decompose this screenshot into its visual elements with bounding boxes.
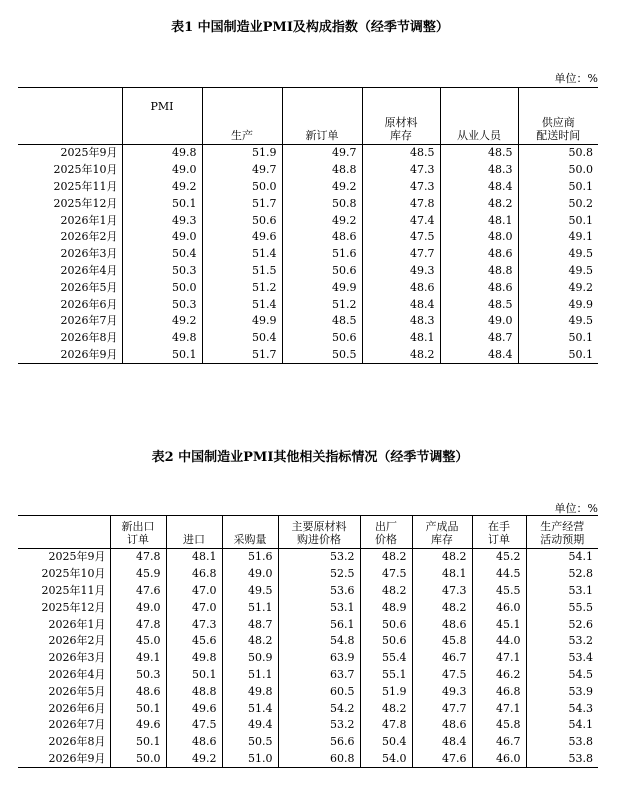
- table-cell: 51.7: [202, 195, 282, 212]
- table-cell: 47.3: [362, 162, 440, 179]
- table-cell: 51.4: [202, 246, 282, 263]
- table-cell: 51.1: [222, 599, 278, 616]
- header-period: [18, 516, 110, 549]
- row-period: 2026年4月: [18, 667, 110, 684]
- table-header-row: [18, 88, 598, 145]
- table-cell: 49.2: [122, 313, 202, 330]
- table-cell: 50.1: [568, 347, 593, 361]
- table2-unit: 单位：%: [554, 502, 598, 515]
- table-cell: 49.2: [122, 179, 202, 196]
- table-cell: 45.1: [472, 616, 526, 633]
- table-cell: 48.7: [440, 330, 518, 347]
- row-period: 2025年9月: [18, 549, 110, 566]
- table-cell: 48.9: [360, 599, 412, 616]
- table-cell: 48.1: [362, 330, 440, 347]
- table-cell: 47.8: [362, 195, 440, 212]
- pmi-composition-table: [18, 87, 598, 364]
- header-raw-material-inventory: 原材料 库存: [362, 88, 440, 145]
- row-period: 2025年12月: [18, 195, 122, 212]
- table-row: [18, 583, 598, 600]
- table-cell: 50.1: [122, 347, 202, 364]
- table-cell: 48.2: [412, 549, 472, 566]
- table1-unit: 单位：%: [554, 72, 598, 85]
- table-cell: 48.2: [360, 583, 412, 600]
- table-cell: 48.2: [362, 347, 440, 364]
- table-cell: 49.2: [282, 179, 362, 196]
- table-cell: 54.3: [568, 701, 593, 715]
- table-cell: 45.8: [412, 633, 472, 650]
- table-cell: 49.1: [568, 230, 593, 244]
- table-row: [18, 162, 598, 179]
- table-cell: 54.1: [568, 718, 593, 732]
- table-cell: 50.4: [202, 330, 282, 347]
- table-cell: 49.8: [122, 145, 202, 162]
- table-cell: 48.2: [360, 549, 412, 566]
- table-cell: 44.5: [472, 566, 526, 583]
- table-cell: 47.0: [166, 583, 222, 600]
- table-cell: 50.0: [110, 751, 166, 768]
- table-cell: 49.5: [222, 583, 278, 600]
- table-cell: 47.6: [412, 751, 472, 768]
- table-cell: 49.8: [122, 330, 202, 347]
- table-cell: 49.9: [202, 313, 282, 330]
- table-cell: 56.1: [278, 616, 360, 633]
- table-cell: 54.0: [360, 751, 412, 768]
- table-cell: 53.6: [278, 583, 360, 600]
- table-row: [18, 263, 598, 280]
- table-cell: 50.9: [222, 650, 278, 667]
- table-cell: 50.0: [202, 179, 282, 196]
- header-input-prices: 主要原材料 购进价格: [278, 516, 360, 549]
- header-production: 生产: [202, 88, 282, 145]
- table-cell: 50.6: [360, 633, 412, 650]
- table-cell: 47.7: [362, 246, 440, 263]
- table-cell: 48.1: [412, 566, 472, 583]
- table-cell: 47.7: [412, 700, 472, 717]
- row-period: 2026年3月: [18, 246, 122, 263]
- row-period: 2025年9月: [18, 145, 122, 162]
- table-cell: 49.6: [202, 229, 282, 246]
- table-cell: 48.2: [412, 599, 472, 616]
- table2-title: 表2 中国制造业PMI其他相关指标情况（经季节调整）: [151, 450, 469, 465]
- header-employment: 从业人员: [440, 88, 518, 145]
- header-backlog-orders: 在手 订单: [472, 516, 526, 549]
- table-cell: 52.5: [278, 566, 360, 583]
- table-cell: 49.3: [412, 683, 472, 700]
- table-cell: 54.8: [278, 633, 360, 650]
- row-period: 2026年6月: [18, 700, 110, 717]
- table-cell: 49.7: [282, 145, 362, 162]
- table-cell: 54.5: [568, 667, 593, 681]
- table-cell: 60.5: [278, 683, 360, 700]
- table-cell: 48.2: [440, 195, 518, 212]
- table-cell: 51.6: [222, 549, 278, 566]
- row-period: 2025年11月: [18, 583, 110, 600]
- header-imports: 进口: [166, 516, 222, 549]
- table-cell: 51.2: [282, 296, 362, 313]
- table-row: [18, 179, 598, 196]
- table-cell: 48.8: [282, 162, 362, 179]
- table-cell: 48.6: [412, 616, 472, 633]
- table-cell: 49.0: [122, 229, 202, 246]
- table-cell: 50.1: [122, 195, 202, 212]
- table-cell: 55.1: [360, 667, 412, 684]
- table-row: [18, 751, 598, 768]
- table-cell: 47.3: [362, 179, 440, 196]
- table-cell: 48.6: [282, 229, 362, 246]
- table-cell: 48.6: [440, 246, 518, 263]
- table-cell: 48.5: [440, 145, 518, 162]
- table-cell: 48.5: [362, 145, 440, 162]
- table-cell: 53.8: [568, 751, 593, 765]
- header-output-prices: 出厂 价格: [360, 516, 412, 549]
- table-cell: 46.0: [472, 751, 526, 768]
- table-cell: 49.2: [568, 280, 593, 294]
- header-purchase-quantity: 采购量: [222, 516, 278, 549]
- table-row: [18, 279, 598, 296]
- table-cell: 48.5: [282, 313, 362, 330]
- header-supplier-delivery-time: 供应商 配送时间: [518, 88, 598, 145]
- table-cell: 51.4: [222, 700, 278, 717]
- table-cell: 48.3: [440, 162, 518, 179]
- table-cell: 51.0: [222, 751, 278, 768]
- row-period: 2026年9月: [18, 751, 110, 768]
- table1-body: [18, 145, 598, 364]
- table-cell: 51.4: [202, 296, 282, 313]
- table-row: [18, 734, 598, 751]
- table-cell: 45.9: [110, 566, 166, 583]
- table-cell: 49.5: [568, 314, 593, 328]
- table-cell: 47.0: [166, 599, 222, 616]
- table1-title: 表1 中国制造业PMI及构成指数（经季节调整）: [171, 20, 449, 35]
- row-period: 2026年2月: [18, 633, 110, 650]
- table-cell: 53.2: [278, 717, 360, 734]
- table-cell: 49.2: [282, 212, 362, 229]
- table-cell: 55.4: [360, 650, 412, 667]
- table-cell: 50.1: [110, 734, 166, 751]
- table-cell: 50.4: [360, 734, 412, 751]
- table-cell: 50.1: [568, 179, 593, 193]
- table-cell: 53.4: [568, 651, 593, 665]
- table-cell: 63.9: [278, 650, 360, 667]
- table-row: [18, 633, 598, 650]
- row-period: 2026年1月: [18, 212, 122, 229]
- table-cell: 48.6: [166, 734, 222, 751]
- table-cell: 51.6: [282, 246, 362, 263]
- header-new-orders: 新订单: [282, 88, 362, 145]
- table-cell: 49.5: [568, 247, 593, 261]
- table-cell: 45.5: [472, 583, 526, 600]
- table-cell: 44.0: [472, 633, 526, 650]
- table-row: [18, 616, 598, 633]
- table-row: [18, 650, 598, 667]
- table-cell: 46.8: [472, 683, 526, 700]
- table-cell: 50.8: [568, 146, 593, 160]
- table-cell: 49.9: [282, 279, 362, 296]
- table-row: [18, 145, 598, 162]
- table-cell: 48.4: [412, 734, 472, 751]
- table-cell: 50.5: [222, 734, 278, 751]
- table-cell: 49.1: [110, 650, 166, 667]
- table-cell: 48.6: [440, 279, 518, 296]
- row-period: 2026年8月: [18, 330, 122, 347]
- row-period: 2026年4月: [18, 263, 122, 280]
- table-cell: 49.0: [222, 566, 278, 583]
- table-cell: 50.6: [282, 330, 362, 347]
- table-cell: 48.6: [362, 279, 440, 296]
- table-cell: 56.6: [278, 734, 360, 751]
- table2-body: [18, 549, 598, 768]
- table-row: [18, 313, 598, 330]
- table-cell: 50.2: [568, 196, 593, 210]
- table-cell: 49.4: [222, 717, 278, 734]
- table-cell: 47.5: [360, 566, 412, 583]
- table-cell: 49.2: [166, 751, 222, 768]
- table-row: [18, 667, 598, 684]
- row-period: 2025年12月: [18, 599, 110, 616]
- table-cell: 48.6: [110, 683, 166, 700]
- table-cell: 46.8: [166, 566, 222, 583]
- table-row: [18, 599, 598, 616]
- table-cell: 49.0: [110, 599, 166, 616]
- row-period: 2025年10月: [18, 566, 110, 583]
- table-cell: 48.5: [440, 296, 518, 313]
- table-row: [18, 717, 598, 734]
- table-cell: 49.8: [166, 650, 222, 667]
- table-cell: 50.3: [122, 296, 202, 313]
- table-cell: 49.3: [122, 212, 202, 229]
- header-pmi: PMI: [122, 88, 202, 145]
- table-row: [18, 246, 598, 263]
- table-cell: 45.8: [472, 717, 526, 734]
- table-cell: 47.4: [362, 212, 440, 229]
- table-cell: 47.8: [110, 616, 166, 633]
- table-cell: 50.3: [122, 263, 202, 280]
- row-period: 2026年3月: [18, 650, 110, 667]
- table-cell: 50.6: [360, 616, 412, 633]
- table-cell: 47.5: [362, 229, 440, 246]
- table-row: [18, 700, 598, 717]
- header-new-export-orders: 新出口 订单: [110, 516, 166, 549]
- table-cell: 48.0: [440, 229, 518, 246]
- table-cell: 47.1: [472, 700, 526, 717]
- table-cell: 48.6: [412, 717, 472, 734]
- table-cell: 46.2: [472, 667, 526, 684]
- table-cell: 48.4: [440, 179, 518, 196]
- table-cell: 50.1: [166, 667, 222, 684]
- table-cell: 45.0: [110, 633, 166, 650]
- table-cell: 53.8: [568, 735, 593, 749]
- table-row: [18, 195, 598, 212]
- table-cell: 53.1: [568, 583, 593, 597]
- table-cell: 48.4: [440, 347, 518, 364]
- table-row: [18, 566, 598, 583]
- table-cell: 47.5: [166, 717, 222, 734]
- table-row: [18, 296, 598, 313]
- table-cell: 48.1: [166, 549, 222, 566]
- pmi-other-indicators-table: [18, 515, 598, 768]
- header-period: [18, 88, 122, 145]
- table-cell: 51.9: [202, 145, 282, 162]
- table-cell: 50.0: [122, 279, 202, 296]
- table-cell: 53.2: [568, 634, 593, 648]
- table-row: [18, 549, 598, 566]
- table-cell: 53.2: [278, 549, 360, 566]
- table-cell: 49.6: [110, 717, 166, 734]
- table-cell: 47.8: [360, 717, 412, 734]
- table-cell: 54.2: [278, 700, 360, 717]
- table-cell: 50.8: [282, 195, 362, 212]
- table-cell: 49.9: [568, 297, 593, 311]
- row-period: 2025年10月: [18, 162, 122, 179]
- table-cell: 49.8: [222, 683, 278, 700]
- table-cell: 53.9: [568, 684, 593, 698]
- table-cell: 48.2: [360, 700, 412, 717]
- row-period: 2026年5月: [18, 279, 122, 296]
- table-cell: 49.3: [362, 263, 440, 280]
- table-header-row: [18, 516, 598, 549]
- table-cell: 60.8: [278, 751, 360, 768]
- table-cell: 49.5: [568, 263, 593, 277]
- table-cell: 47.6: [110, 583, 166, 600]
- table-cell: 51.5: [202, 263, 282, 280]
- table-cell: 52.6: [568, 617, 593, 631]
- table-cell: 50.1: [110, 700, 166, 717]
- table-cell: 47.1: [472, 650, 526, 667]
- table-cell: 47.3: [412, 583, 472, 600]
- header-finished-goods-inventory: 产成品 库存: [412, 516, 472, 549]
- table-cell: 53.1: [278, 599, 360, 616]
- table-cell: 50.0: [568, 163, 593, 177]
- row-period: 2026年2月: [18, 229, 122, 246]
- table-cell: 46.0: [472, 599, 526, 616]
- table-cell: 50.5: [282, 347, 362, 364]
- table-cell: 49.0: [122, 162, 202, 179]
- table-cell: 55.5: [568, 600, 593, 614]
- table-cell: 54.1: [568, 550, 593, 564]
- table-cell: 63.7: [278, 667, 360, 684]
- row-period: 2026年9月: [18, 347, 122, 364]
- table-cell: 48.1: [440, 212, 518, 229]
- table-cell: 48.3: [362, 313, 440, 330]
- row-period: 2026年6月: [18, 296, 122, 313]
- table-cell: 50.4: [122, 246, 202, 263]
- table-cell: 48.2: [222, 633, 278, 650]
- table-cell: 48.8: [166, 683, 222, 700]
- table-cell: 50.1: [568, 213, 593, 227]
- table-cell: 51.2: [202, 279, 282, 296]
- table-cell: 47.5: [412, 667, 472, 684]
- table-row: [18, 330, 598, 347]
- table-cell: 49.6: [166, 700, 222, 717]
- row-period: 2025年11月: [18, 179, 122, 196]
- table-cell: 46.7: [472, 734, 526, 751]
- table-cell: 47.8: [110, 549, 166, 566]
- table-cell: 48.7: [222, 616, 278, 633]
- table-cell: 50.3: [110, 667, 166, 684]
- row-period: 2026年1月: [18, 616, 110, 633]
- table-row: [18, 683, 598, 700]
- table-cell: 51.1: [222, 667, 278, 684]
- table-row: [18, 347, 598, 364]
- table-row: [18, 212, 598, 229]
- table-cell: 49.0: [440, 313, 518, 330]
- header-business-expectations: 生产经营 活动预期: [526, 516, 598, 549]
- table-cell: 45.2: [472, 549, 526, 566]
- table-cell: 51.9: [360, 683, 412, 700]
- table-cell: 50.6: [282, 263, 362, 280]
- table-cell: 47.3: [166, 616, 222, 633]
- table-cell: 50.6: [202, 212, 282, 229]
- table-cell: 51.7: [202, 347, 282, 364]
- table-cell: 52.8: [568, 567, 593, 581]
- table-cell: 50.1: [568, 331, 593, 345]
- table-row: [18, 229, 598, 246]
- table-cell: 46.7: [412, 650, 472, 667]
- row-period: 2026年8月: [18, 734, 110, 751]
- table-cell: 48.8: [440, 263, 518, 280]
- row-period: 2026年5月: [18, 683, 110, 700]
- table-cell: 48.4: [362, 296, 440, 313]
- table-cell: 49.7: [202, 162, 282, 179]
- row-period: 2026年7月: [18, 717, 110, 734]
- row-period: 2026年7月: [18, 313, 122, 330]
- table-cell: 45.6: [166, 633, 222, 650]
